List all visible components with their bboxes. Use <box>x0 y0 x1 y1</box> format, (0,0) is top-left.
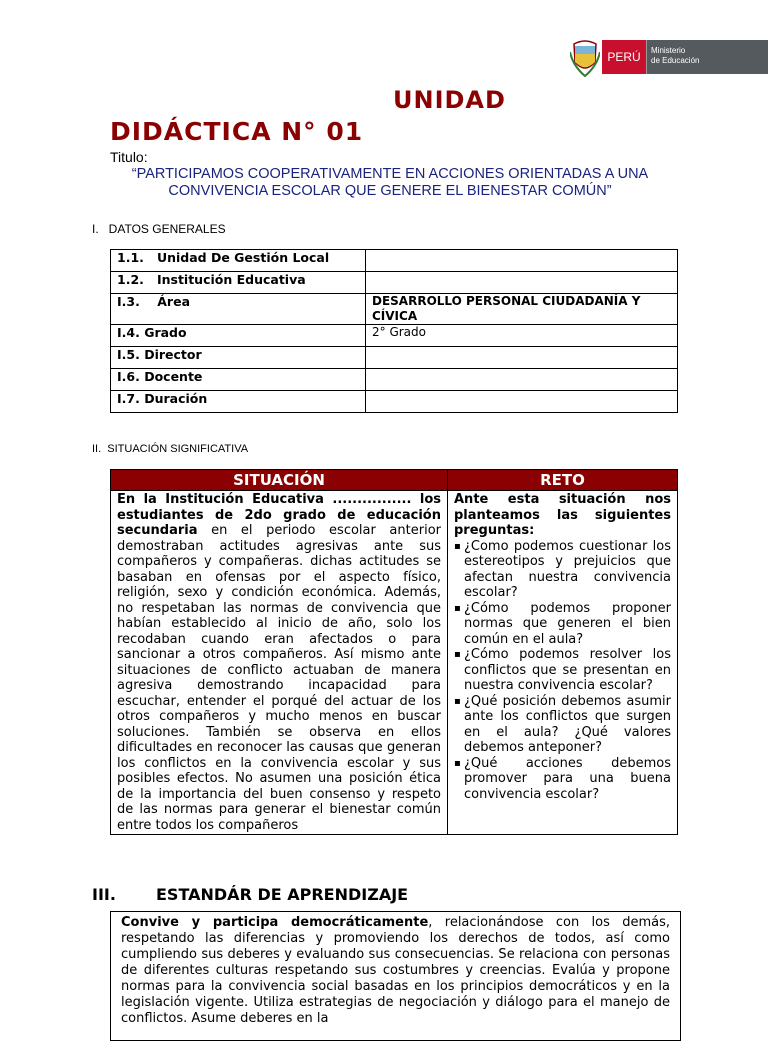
datos-value <box>366 369 678 391</box>
titulo-label: Titulo: <box>110 149 148 165</box>
estandar-box <box>110 911 681 1041</box>
datos-label: 1.2. Institución Educativa <box>111 272 366 294</box>
titulo-text: “PARTICIPAMOS COOPERATIVAMENTE EN ACCIONES ORIENTADAS A UNA CONVIVENCIA ESCOLAR QUE GENERE EL BIENESTAR COMÚN” <box>131 166 649 199</box>
ministry-line1: Ministerio <box>651 46 686 55</box>
datos-value <box>366 250 678 272</box>
datos-label: I.6. Docente <box>111 369 366 391</box>
datos-label: I.7. Duración <box>111 391 366 413</box>
coat-of-arms-icon <box>570 38 600 78</box>
situacion-table <box>110 469 678 835</box>
title-line2: DIDÁCTICA N° 01 <box>110 117 364 146</box>
reto-header: RETO <box>448 470 678 491</box>
datos-row <box>111 347 678 369</box>
ministry-label <box>646 40 768 74</box>
datos-row <box>111 325 678 347</box>
ministry-line2: de Educación <box>651 56 700 65</box>
situacion-body: en el periodo escolar anterior demostraban actitudes agresivas ante sus compañeros y compañeras. dichas actitudes se basaban en ofensas por el aspecto físico, religión, sexo y condición económica. Además, no respetaban las normas de convivencia que habían establecido al inicio de año, solo los recodaban cuando eran afectados o para sancionar a otros compañeros. Así mismo ante situaciones de conflicto actuaban de manera agresiva demostrando incapacidad para escuchar, entender el porqué del actuar de los otros compañeros y mucho menos en buscar soluciones. También se observa en ellos dificultades en reconocer las causas que generan los conflictos en la convivencia escolar y sus posibles efectos. No asumen una posición ética de la importancia del buen consenso y respeto de las normas para generar el bienestar común entre todos los compañeros <box>117 523 441 833</box>
datos-label: I.3. Área <box>111 294 366 325</box>
reto-cell <box>448 491 678 835</box>
datos-value: DESARROLLO PERSONAL CIUDADANÍA Y CÍVICA <box>366 294 678 325</box>
datos-label: I.5. Director <box>111 347 366 369</box>
title-line1: UNIDAD <box>393 86 506 114</box>
datos-value: 2° Grado <box>366 325 678 347</box>
datos-row <box>111 250 678 272</box>
estandar-text: , relacionándose con los demás, respetando las diferencias y promoviendo los derechos de todos, así como cumpliendo sus deberes y evaluando sus consecuencias. Se relaciona con personas de diferentes culturas respetando sus costumbres y creencias. Evalúa y propone normas para la convivencia social basadas en los principios democráticos y en la legislación vigente. Utiliza estrategias de negociación y diálogo para el manejo de conflictos. Asume deberes en la <box>121 915 670 1026</box>
datos-value <box>366 347 678 369</box>
estandar-bold: Convive y participa democráticamente <box>121 915 429 930</box>
reto-question: ▪ ¿Qué posición debemos asumir ante los conflictos que surgen en el aula? ¿Qué valores debemos anteponer? <box>464 694 671 756</box>
datos-table <box>110 249 678 413</box>
reto-question: ▪ ¿Como podemos cuestionar los estereotipos y prejuicios que afectan nuestra convivencia escolar? <box>464 539 671 601</box>
reto-question: ▪ ¿Qué acciones debemos promover para una buena convivencia escolar? <box>464 756 671 803</box>
reto-question: ▪ ¿Cómo podemos proponer normas que generen el bien común en el aula? <box>464 601 671 648</box>
datos-row <box>111 272 678 294</box>
reto-question: ▪ ¿Cómo podemos resolver los conflictos que se presentan en nuestra convivencia escolar? <box>464 647 671 694</box>
reto-intro: Ante esta situación nos planteamos las siguientes preguntas: <box>454 492 671 538</box>
datos-value <box>366 272 678 294</box>
section-datos-generales: I. DATOS GENERALES <box>92 222 226 236</box>
section-estandar-title: ESTANDÁR DE APRENDIZAJE <box>156 885 409 904</box>
datos-label: 1.1. Unidad De Gestión Local <box>111 250 366 272</box>
ministry-logo <box>570 38 768 78</box>
peru-label: PERÚ <box>602 40 646 74</box>
datos-row <box>111 391 678 413</box>
datos-value <box>366 391 678 413</box>
situacion-intro: En la Institución Educativa ................ los estudiantes de 2do grado de educación secundaria <box>117 492 441 538</box>
datos-label: I.4. Grado <box>111 325 366 347</box>
datos-row <box>111 294 678 325</box>
section-estandar <box>92 885 408 904</box>
datos-row <box>111 369 678 391</box>
section-estandar-number: III. <box>92 885 116 904</box>
section-situacion: II. SITUACIÓN SIGNIFICATIVA <box>92 443 249 455</box>
situacion-cell <box>111 491 448 835</box>
situacion-header: SITUACIÓN <box>111 470 448 491</box>
reto-question-list <box>454 539 671 803</box>
